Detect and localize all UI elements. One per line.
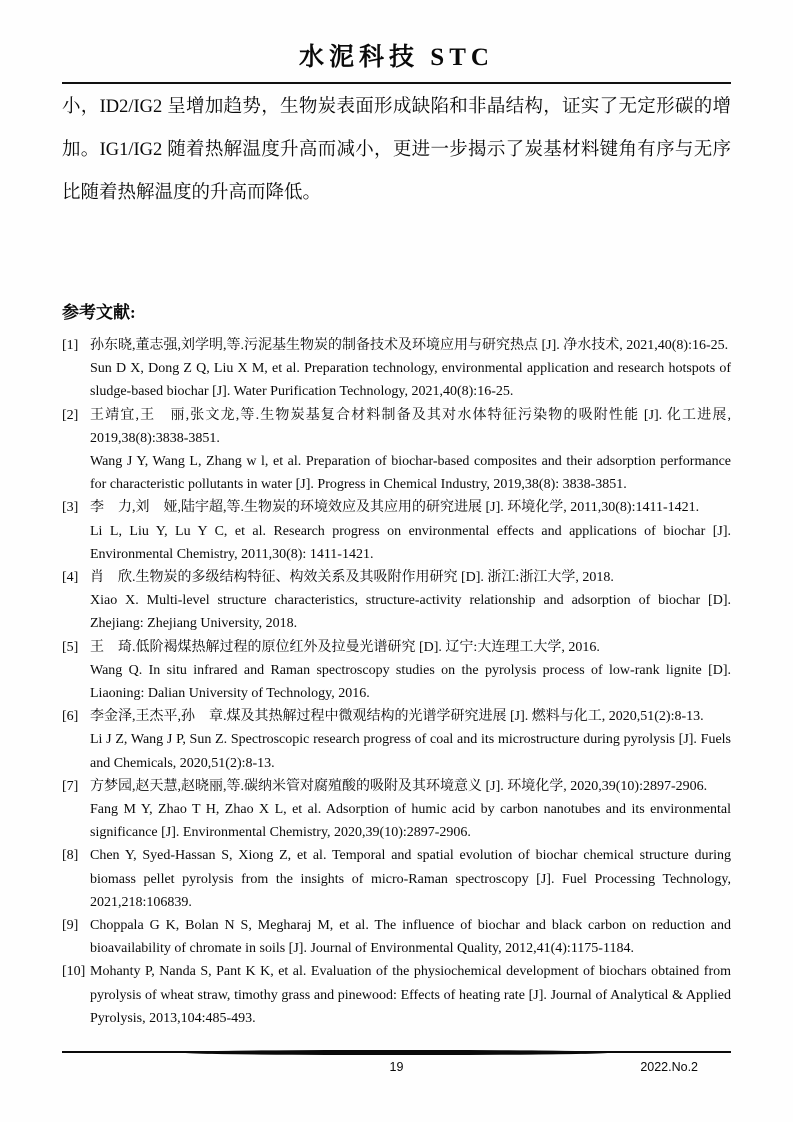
paragraph-line: 加。IG1/IG2 随着热解温度升高而减小，更进一步揭示了炭基材料键角有序与无序 — [62, 140, 731, 160]
reference-en: Xiao X. Multi-level structure characteristics, structure-activity relationship and adsorption of biochar [D]. Zhejiang: Zhejiang University, 2018. — [90, 593, 731, 632]
journal-title: 水泥科技 STC — [299, 44, 494, 71]
reference-en: Choppala G K, Bolan N S, Megharaj M, et al. The influence of biochar and black carbon on reduction and bioavailability of chromate in soils [J]. Journal of Environmental Quality, 2012,41(4):1175-1184. — [90, 918, 731, 957]
page-number: 19 — [389, 1060, 404, 1074]
body-paragraph — [62, 86, 731, 215]
reference-en: Fang M Y, Zhao T H, Zhao X L, et al. Adsorption of humic acid by carbon nanotubes and its environmental significance [J]. Environmental Chemistry, 2020,39(10):2897-2906. — [90, 802, 731, 841]
reference-label: [9] — [62, 918, 79, 934]
paragraph-line: 小，ID2/IG2 呈增加趋势，生物炭表面形成缺陷和非晶结构，证实了无定形碳的增 — [62, 97, 731, 117]
reference-list — [62, 334, 731, 1030]
reference-item — [62, 960, 731, 1030]
reference-label: [5] — [62, 639, 79, 655]
reference-item — [62, 496, 731, 566]
reference-label: [8] — [62, 848, 79, 864]
reference-item — [62, 705, 731, 775]
references-heading: 参考文献: — [62, 303, 136, 322]
footer-rule — [62, 1051, 731, 1053]
reference-en: Chen Y, Syed-Hassan S, Xiong Z, et al. Temporal and spatial evolution of biochar chemical structure during biomass pellet pyrolysis from the insights of micro-Raman spectroscopy [J]. Fuel Processing Technology, 2021,218:106839. — [90, 848, 731, 910]
reference-item — [62, 404, 731, 497]
reference-zh: 肖 欣.生物炭的多级结构特征、构效关系及其吸附作用研究 [D]. 浙江:浙江大学, 2018. — [90, 570, 614, 586]
reference-item — [62, 914, 731, 960]
reference-zh: 方梦园,赵天慧,赵晓丽,等.碳纳米管对腐殖酸的吸附及其环境意义 [J]. 环境化学, 2020,39(10):2897-2906. — [90, 778, 708, 794]
reference-en: Li J Z, Wang J P, Sun Z. Spectroscopic research progress of coal and its microstructure during pyrolysis [J]. Fuels and Chemicals, 2020,51(2):8-13. — [90, 732, 731, 771]
reference-item — [62, 844, 731, 914]
reference-zh: 王 琦.低阶褐煤热解过程的原位红外及拉曼光谱研究 [D]. 辽宁:大连理工大学, 2016. — [90, 639, 600, 655]
reference-en: Wang J Y, Wang L, Zhang w l, et al. Preparation of biochar-based composites and their adsorption performance for characteristic pollutants in water [J]. Progress in Chemical Industry, 2019,38(8): 3838-3851. — [90, 454, 731, 493]
reference-label: [3] — [62, 500, 79, 516]
reference-label: [6] — [62, 709, 79, 725]
reference-label: [10] — [62, 964, 86, 980]
header-rule — [62, 82, 731, 84]
reference-en: Mohanty P, Nanda S, Pant K K, et al. Evaluation of the physiochemical development of biochars obtained from pyrolysis of wheat straw, timothy grass and pinewood: Effects of heating rate [J]. Journal of Analytical & Applied Pyrolysis, 2013,104:485-493. — [90, 964, 731, 1026]
reference-zh: 王靖宜,王 丽,张文龙,等.生物炭基复合材料制备及其对水体特征污染物的吸附性能 [J]. 化工进展, 2019,38(8):3838-3851. — [90, 407, 731, 446]
reference-en: Sun D X, Dong Z Q, Liu X M, et al. Preparation technology, environmental application and research hotspots of sludge-based biochar [J]. Water Purification Technology, 2021,40(8):16-25. — [90, 361, 731, 400]
reference-label: [2] — [62, 407, 79, 423]
reference-item — [62, 775, 731, 845]
reference-label: [1] — [62, 338, 79, 353]
reference-label: [7] — [62, 778, 79, 794]
reference-zh: 李金泽,王杰平,孙 章.煤及其热解过程中微观结构的光谱学研究进展 [J]. 燃料与化工, 2020,51(2):8-13. — [90, 709, 704, 725]
paragraph-line: 比随着热解温度的升高而降低。 — [62, 183, 322, 203]
reference-zh: 李 力,刘 娅,陆宇超,等.生物炭的环境效应及其应用的研究进展 [J]. 环境化学, 2011,30(8):1411-1421. — [90, 500, 700, 516]
reference-label: [4] — [62, 570, 79, 586]
reference-en: Wang Q. In situ infrared and Raman spectroscopy studies on the pyrolysis process of low-rank lignite [D]. Liaoning: Dalian University of Technology, 2016. — [90, 662, 731, 702]
reference-item — [62, 334, 731, 404]
issue-label: 2022.No.2 — [640, 1060, 698, 1074]
reference-zh: 孙东晓,董志强,刘学明,等.污泥基生物炭的制备技术及环境应用与研究热点 [J]. 净水技术, 2021,40(8):16-25. — [90, 338, 729, 353]
reference-item — [62, 636, 731, 706]
reference-en: Li L, Liu Y, Lu Y C, et al. Research progress on environmental effects and applications of biochar [J]. Environmental Chemistry, 2011,30(8): 1411-1421. — [90, 523, 731, 562]
reference-item — [62, 566, 731, 636]
